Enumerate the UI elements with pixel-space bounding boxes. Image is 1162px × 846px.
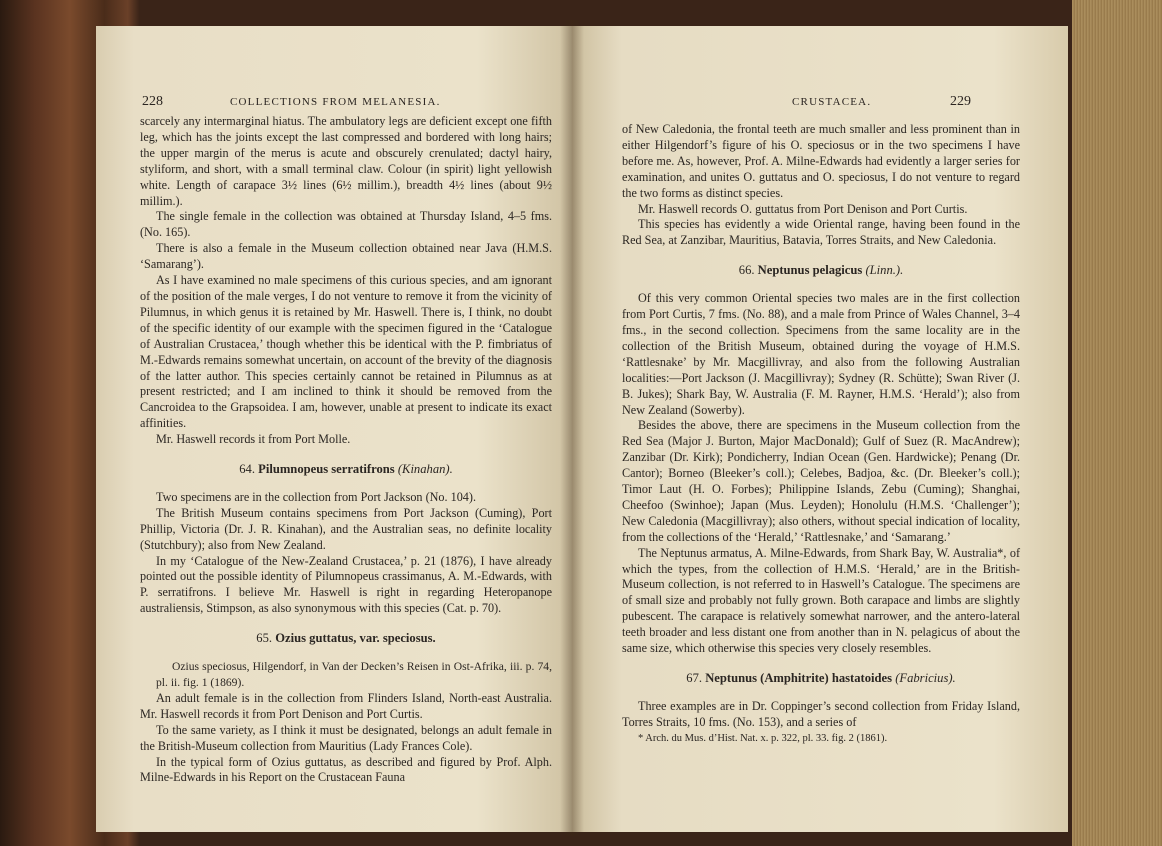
paragraph: Of this very common Oriental species two males are in the first collection from Port Curtis, 7 fms. (No. 88), and a male from Prince of Wales Channel, 3–4 fms., in the second collection. Specimens from the same locality are in the collection of the British Museum, obtained during the voyage of H.M.S. ‘Rattlesnake’ by Mr. Macgillivray, and also from the following Australian localities:—Port Jackson (J. Macgillivray); Sydney (R. Schütte); Swan River (J. B. Jukes); Shark Bay, W. Australia (F. M. Rayner, H.M.S. ‘Herald’); also from New Zealand (Sowerby). [622, 291, 1020, 417]
section-heading-64 [140, 462, 552, 478]
page-number-left: 228 [142, 94, 163, 109]
left-text-block [140, 114, 552, 786]
book-gutter [560, 20, 584, 836]
species-author: (Linn.). [865, 263, 904, 278]
paragraph: Three examples are in Dr. Coppinger’s second collection from Friday Island, Torres Straits, 10 fms. (No. 153), and a series of [622, 698, 1020, 729]
paragraph: This species has evidently a wide Oriental range, having been found in the Red Sea, at Zanzibar, Mauritius, Batavia, Torres Straits, and New Caledonia. [622, 217, 1020, 248]
section-number: 67. [686, 671, 703, 685]
paragraph: Two specimens are in the collection from Port Jackson (No. 104). [156, 489, 477, 504]
section-heading-66 [622, 263, 1020, 279]
right-page [572, 26, 1068, 832]
paragraph: The single female in the collection was obtained at Thursday Island, 4–5 fms. (No. 165). [140, 209, 552, 240]
section-heading-65 [140, 631, 552, 647]
synonymy-citation: Ozius speciosus, Hilgendorf, in Van der Decken’s Reisen in Ost-Afrika, iii. p. 74, pl. ii. fig. 1 (1869). [156, 660, 552, 689]
footnote: * Arch. du Mus. d’Hist. Nat. x. p. 322, pl. 33. fig. 2 (1861). [638, 732, 888, 744]
paragraph: Mr. Haswell records it from Port Molle. [156, 432, 351, 447]
paragraph: The Neptunus armatus, A. Milne-Edwards, from Shark Bay, W. Australia*, of which the types, from the collection of H.M.S. ‘Herald,’ are in the British-Museum collection, is not referred to in Haswell’s Catalogue. The specimens are of small size and probably not fully grown. Both carapace and limbs are slightly pubescent. The carapace is relatively somewhat narrower, and the antero-lateral teeth broader and less distant one from another than in N. pelagicus of about the same size, which otherwise this species very closely resembles. [622, 545, 1020, 656]
paragraph: scarcely any intermarginal hiatus. The ambulatory legs are deficient except one fifth leg, which has the joints except the last compressed and bordered with long hairs; the upper margin of the merus is acute and obscurely crenulated; dactyl hairy, styliform, and short, with a small terminal claw. Colour (in spirit) light yellowish white. Length of carapace 3½ lines (6½ millim.), breadth 4½ lines (about 9½ millim.). [140, 114, 552, 208]
left-page [96, 26, 572, 832]
paragraph: An adult female is in the collection from Flinders Island, North-east Australia. Mr. Haswell records it from Port Denison and Port Curtis. [140, 690, 552, 721]
paragraph: Besides the above, there are specimens in the Museum collection from the Red Sea (Major J. Burton, Major MacDonald); Gulf of Suez (R. MacAndrew); Zanzibar (Dr. Kirk); Pondicherry, Indian Ocean (Gen. Hardwicke); Penang (Dr. Cantor); Borneo (Bleeker’s coll.); Celebes, Badjoa, &c. (Dr. Bleeker’s coll.); Timor Laut (H. O. Forbes); Philippine Islands, Zebu (Cuming); Shanghai, Cheefoo (Swinhoe); Japan (Mus. Leyden); Honolulu (H.M.S. ‘Challenger’); New Caledonia (Macgillivray); also others, without special indication of locality, from the collections of the ‘Herald,’ ‘Rattlesnake,’ and ‘Samarang.’ [622, 418, 1020, 544]
paragraph: Mr. Haswell records O. guttatus from Port Denison and Port Curtis. [638, 201, 968, 216]
right-text-block [622, 122, 1020, 747]
species-author: (Fabricius). [895, 671, 956, 685]
paragraph: To the same variety, as I think it must be designated, belongs an adult female in the British-Museum collection from Mauritius (Lady Frances Cole). [140, 722, 552, 753]
paragraph: In the typical form of Ozius guttatus, as described and figured by Prof. Alph. Milne-Edwards in his Report on the Crustacean Fauna [140, 754, 552, 785]
species-name: Pilumnopeus serratifrons [258, 462, 395, 477]
species-name: Neptunus (Amphitrite) hastatoides [705, 671, 893, 685]
running-head-right: CRUSTACEA. [792, 96, 872, 108]
paragraph: of New Caledonia, the frontal teeth are much smaller and less prominent than in either Hilgendorf’s figure of his O. speciosus or in the two specimens I have before me. As, however, Prof. A. Milne-Edwards had evidently a larger series for examination, and unites O. guttatus and O. speciosus, I do not venture to regard the two forms as distinct species. [622, 122, 1020, 200]
paragraph: There is also a female in the Museum collection obtained near Java (H.M.S. ‘Samarang’). [140, 241, 552, 272]
section-number: 66. [738, 263, 755, 278]
page-number-right: 229 [950, 94, 971, 109]
section-number: 64. [239, 462, 255, 477]
running-head-left: COLLECTIONS FROM MELANESIA. [230, 96, 441, 108]
paragraph: As I have examined no male specimens of this curious species, and am ignorant of the position of the male verges, I do not venture to remove it from the vicinity of Pilumnus, in which genus it is retained by Mr. Haswell. There is, I think, no doubt of the specific identity of our example with the specimen figured in the ‘Catalogue of Australian Crustacea,’ though whether this be identical with the P. fimbriatus of M.-Edwards remains somewhat uncertain, on account of the brevity of the diagnosis of the latter author. This species certainly cannot be retained in Pilumnus as at present restricted; and I am inclined to think it should be removed from the Cancroidea to the Grapsoidea. I am, however, unable at present to indicate its exact affinities. [140, 273, 552, 431]
species-author: (Kinahan). [397, 462, 453, 477]
section-heading-67 [622, 671, 1020, 687]
paragraph: In my ‘Catalogue of the New-Zealand Crustacea,’ p. 21 (1876), I have already pointed out the possible identity of Pilumnopeus crassimanus, A. M.-Edwards, with P. serratifrons. I believe Mr. Haswell is right in regarding Heteropanope australiensis, Stimpson, as also synonymous with this species (Cat. p. 70). [140, 553, 552, 616]
page-edges [1072, 0, 1162, 846]
species-name: Neptunus pelagicus [757, 263, 863, 278]
species-name: Ozius guttatus, var. speciosus. [275, 631, 436, 646]
paragraph: The British Museum contains specimens from Port Jackson (Cuming), Port Phillip, Victoria (Dr. J. R. Kinahan), and the Australian seas, no definite locality (Stutchbury); also from New Zealand. [140, 505, 552, 552]
section-number: 65. [256, 631, 273, 646]
